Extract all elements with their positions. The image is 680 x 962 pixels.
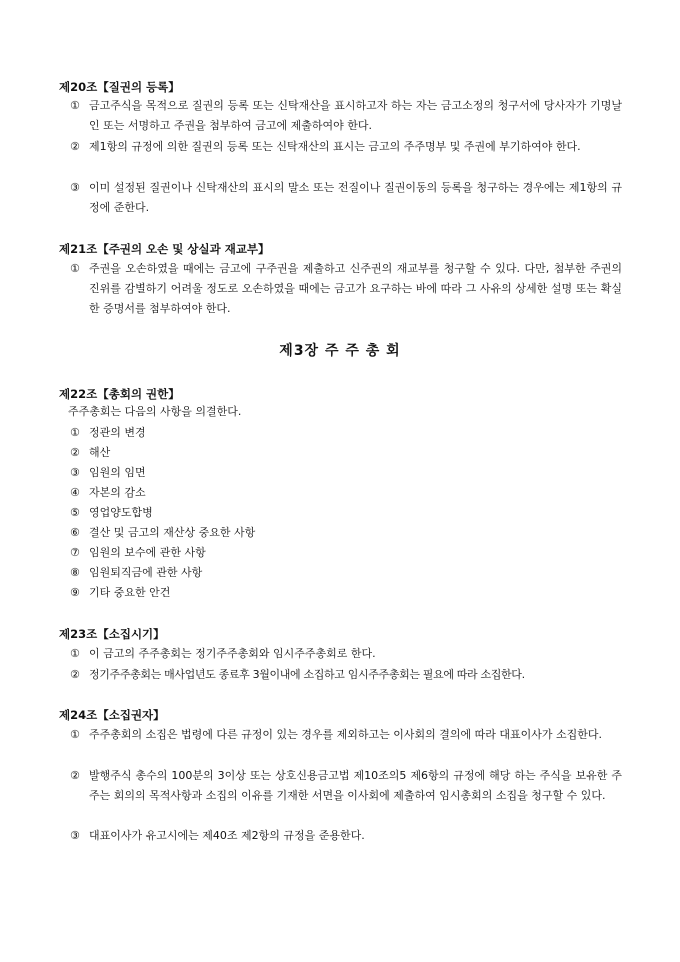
item-number: ④: [70, 486, 80, 499]
article-20-item-3: [70, 178, 622, 218]
article-20-title: 제20조【질권의 등록】: [59, 80, 180, 94]
article-22-item-8: [70, 563, 622, 583]
item-text: 영업양도합병: [89, 506, 153, 519]
item-text: 제1항의 규정에 의한 질권의 등록 또는 신탁재산의 표시는 금고의 주주명부 및 주권에 부기하여야 한다.: [89, 140, 581, 153]
article-22-item-3: [70, 463, 622, 483]
article-23-item-2: [70, 665, 622, 685]
article-22-item-6: [70, 523, 622, 543]
article-21-item-1: [70, 259, 622, 319]
article-20-item-1: [70, 96, 622, 136]
item-text: 주주총회의 소집은 법령에 다른 규정이 있는 경우를 제외하고는 이사회의 결의에 따라 대표이사가 소집한다.: [89, 728, 602, 741]
item-number: ①: [70, 99, 80, 112]
item-number: ⑨: [70, 586, 80, 599]
item-text: 대표이사가 유고시에는 제40조 제2항의 규정을 준용한다.: [89, 829, 365, 842]
item-number: ②: [70, 140, 80, 153]
item-number: ②: [70, 769, 80, 782]
item-text: 결산 및 금고의 재산상 중요한 사항: [89, 526, 256, 539]
item-text: 자본의 감소: [89, 486, 146, 499]
item-number: ①: [70, 647, 80, 660]
item-number: ②: [70, 446, 80, 459]
item-number: ①: [70, 426, 80, 439]
item-text: 금고주식을 목적으로 질권의 등록 또는 신탁재산을 표시하고자 하는 자는 금고소정의 청구서에 당사자가 기명날인 또는 서명하고 주권을 첨부하여 금고에 제출하여야 한다.: [89, 99, 622, 132]
article-23-item-1: [70, 644, 622, 664]
article-24-item-2: [70, 766, 622, 806]
item-text: 임원의 임면: [89, 466, 146, 479]
article-22-title: 제22조【총회의 권한】: [59, 387, 180, 401]
item-text: 정기주주총회는 매사업년도 종료후 3월이내에 소집하고 임시주주총회는 필요에 따라 소집한다.: [89, 668, 525, 681]
article-24-item-3: [70, 826, 622, 846]
article-22-item-1: [70, 423, 622, 443]
article-24-title: 제24조【소집권자】: [59, 708, 165, 722]
item-number: ⑥: [70, 526, 80, 539]
item-number: ⑦: [70, 546, 80, 559]
item-number: ①: [70, 728, 80, 741]
item-text: 해산: [89, 446, 111, 459]
article-22-item-2: [70, 443, 622, 463]
article-21-title: 제21조【주권의 오손 및 상실과 재교부】: [59, 242, 270, 256]
article-24-item-1: [70, 725, 622, 745]
item-text: 이 금고의 주주총회는 정기주주총회와 임시주주총회로 한다.: [89, 647, 376, 660]
item-text: 주권을 오손하였을 때에는 금고에 구주권을 제출하고 신주권의 재교부를 청구할 수 있다. 다만, 첨부한 주권의 진위를 감별하기 어려울 정도로 오손하였을 때에는 금고가 요구하는 바에 따라 그 사유의 상세한 설명 또는 확실한 증명서를 첨부하여야 한다.: [89, 262, 622, 315]
article-22-item-7: [70, 543, 622, 563]
item-number: ③: [70, 829, 80, 842]
item-text: 임원의 보수에 관한 사항: [89, 546, 206, 559]
article-22-item-5: [70, 503, 622, 523]
article-22-intro: 주주총회는 다음의 사항을 의결한다.: [68, 405, 242, 418]
chapter-title: 제3장 주 주 총 회: [279, 343, 401, 359]
item-number: ①: [70, 262, 80, 275]
item-number: ③: [70, 181, 80, 194]
item-number: ③: [70, 466, 80, 479]
article-22-item-4: [70, 483, 622, 503]
item-text: 발행주식 총수의 100분의 3이상 또는 상호신용금고법 제10조의5 제6항의 규정에 해당 하는 주식을 보유한 주주는 회의의 목적사항과 소집의 이유를 기재한 서면을 이사회에 제출하여 임시총회의 소집을 청구할 수 있다.: [89, 769, 622, 802]
item-number: ②: [70, 668, 80, 681]
item-text: 정관의 변경: [89, 426, 146, 439]
item-text: 기타 중요한 안건: [89, 586, 171, 599]
item-number: ⑧: [70, 566, 80, 579]
item-number: ⑤: [70, 506, 80, 519]
article-23-title: 제23조【소집시기】: [59, 627, 165, 641]
item-text: 이미 설정된 질권이나 신탁재산의 표시의 말소 또는 전질이나 질권이동의 등록을 청구하는 경우에는 제1항의 규정에 준한다.: [89, 181, 622, 214]
article-22-item-9: [70, 583, 622, 603]
item-text: 임원퇴직금에 관한 사항: [89, 566, 203, 579]
article-20-item-2: [70, 137, 622, 157]
